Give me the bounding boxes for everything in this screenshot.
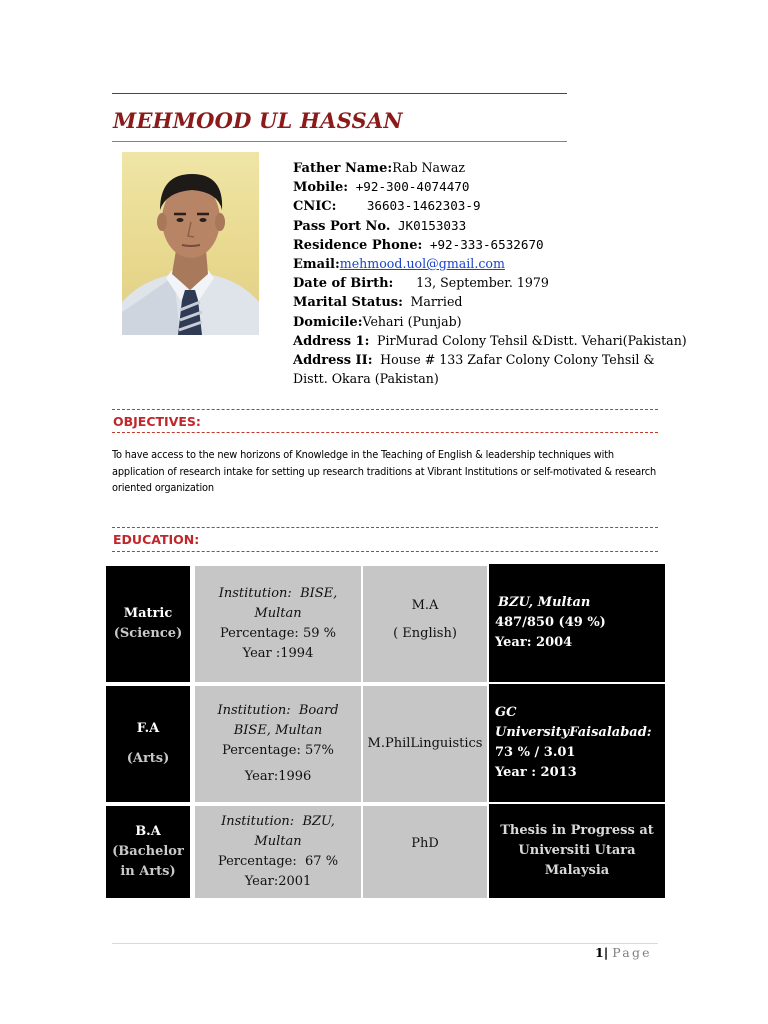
objectives-top-divider <box>112 409 658 410</box>
edu-institution-cell <box>195 686 361 802</box>
edu-degree2: M.A <box>411 598 439 613</box>
cnic-label: CNIC: <box>293 199 337 215</box>
personal-info <box>293 159 713 388</box>
edu-result-inst: BZU, Multan <box>498 595 591 610</box>
edu-inst-label: Institution: <box>221 814 295 829</box>
edu-pct-label: Percentage: <box>220 626 299 641</box>
edu-inst-city: Multan <box>254 834 302 849</box>
edu-result-inst: GC <box>495 705 517 720</box>
edu-result-marks: 487/850 (49 %) <box>495 615 606 630</box>
edu-year: Year:2001 <box>244 874 312 889</box>
cnic-row <box>293 197 713 216</box>
edu-pct-value: 57% <box>305 743 334 758</box>
edu-degree: F.A <box>136 721 160 736</box>
dob-value: 13, September. 1979 <box>416 275 549 291</box>
objectives-heading: OBJECTIVES: <box>113 414 201 429</box>
edu-result-cell <box>489 564 665 682</box>
header-bottom-rule <box>112 141 567 142</box>
edu-degree: Matric <box>123 606 173 621</box>
edu-inst-name: Board <box>298 703 339 718</box>
marital-value: Married <box>410 294 463 310</box>
edu-field: in Arts) <box>120 864 176 879</box>
candidate-name: MEHMOOD UL HASSAN <box>113 108 403 133</box>
edu-degree-cell <box>106 806 190 898</box>
edu-result-marks: 73 % / 3.01 <box>495 745 576 760</box>
address1-value: PirMurad Colony Tehsil &Distt. Vehari(Pakistan) <box>377 332 687 348</box>
edu-field2: ( English) <box>393 626 457 641</box>
mobile-value: +92-300-4074470 <box>355 179 470 195</box>
edu-inst-label: Institution: <box>218 586 292 601</box>
objectives-bottom-divider <box>112 432 658 433</box>
edu-pct-value: 59 % <box>302 626 336 641</box>
edu-pct-label: Percentage: <box>222 743 301 758</box>
edu-year: Year :1994 <box>242 646 314 661</box>
edu-field: (Arts) <box>126 751 170 766</box>
marital-label: Marital Status: <box>293 295 403 311</box>
page-label: Page <box>612 945 652 960</box>
edu-degree-cell <box>106 566 190 682</box>
address2-value: House # 133 Zafar Colony Colony Tehsil & Distt. Okara (Pakistan) <box>293 352 655 387</box>
edu-degree2-cell <box>363 686 487 802</box>
edu-degree2-cell <box>363 806 487 898</box>
marital-row <box>293 293 713 312</box>
father-name-value: Rab Nawaz <box>392 160 465 175</box>
email-label: Email: <box>293 257 340 273</box>
edu-institution-cell <box>195 806 361 898</box>
mobile-label: Mobile: <box>293 180 349 196</box>
email-row <box>293 255 713 274</box>
edu-degree: B.A <box>135 824 161 839</box>
residence-phone-row <box>293 236 713 255</box>
edu-result-line: Thesis in Progress at <box>500 823 654 838</box>
edu-field: (Science) <box>113 626 183 641</box>
footer-rule <box>112 943 658 944</box>
edu-field: (Bachelor <box>112 844 184 859</box>
address2-label: Address II: <box>293 353 373 369</box>
page-number-separator: | <box>603 945 609 960</box>
edu-result-cell <box>489 804 665 898</box>
dob-row <box>293 274 713 293</box>
edu-inst-label: Institution: <box>217 703 291 718</box>
edu-inst-name: BZU, <box>302 814 335 829</box>
page-number-value: 1 <box>595 945 604 960</box>
edu-degree-cell <box>106 686 190 802</box>
passport-row <box>293 217 713 236</box>
dob-label: Date of Birth: <box>293 276 394 292</box>
mobile-row <box>293 178 713 197</box>
education-table <box>106 564 665 898</box>
profile-photo <box>122 152 259 335</box>
residence-phone-label: Residence Phone: <box>293 237 423 253</box>
edu-result-line: Universiti Utara <box>518 843 636 858</box>
edu-result-inst: UniversityFaisalabad: <box>495 725 652 740</box>
address1-row <box>293 332 713 351</box>
father-name-row <box>293 159 713 178</box>
objectives-text: To have access to the new horizons of Knowledge in the Teaching of English & leadership techniques with application of research intake for setting up research traditions at Vibrant Institutions or self-motivated & research oriented organization <box>112 448 657 494</box>
header-top-rule <box>112 93 567 94</box>
edu-result-year: Year : 2013 <box>495 765 577 780</box>
page-number <box>595 945 652 960</box>
edu-institution-cell <box>195 566 361 682</box>
cnic-value: 36603-1462303-9 <box>366 198 481 214</box>
edu-year: Year:1996 <box>244 769 312 784</box>
domicile-value: Vehari (Punjab) <box>362 313 462 329</box>
education-heading: EDUCATION: <box>113 532 200 547</box>
edu-degree2: M.PhilLinguistics <box>367 736 483 751</box>
edu-degree2-cell <box>363 566 487 682</box>
edu-inst-city: BISE, Multan <box>233 723 323 738</box>
address1-label: Address 1: <box>293 333 370 349</box>
passport-value: JK0153033 <box>397 217 467 233</box>
edu-pct-value: 67 % <box>305 854 339 869</box>
edu-result-year: Year: 2004 <box>495 635 573 650</box>
address2-row <box>293 351 688 388</box>
education-top-divider <box>112 527 658 528</box>
passport-label: Pass Port No. <box>293 218 391 234</box>
residence-phone-value: +92-333-6532670 <box>429 236 544 252</box>
edu-inst-city: Multan <box>254 606 302 621</box>
edu-inst-name: BISE, <box>300 586 338 601</box>
edu-degree2: PhD <box>411 836 439 851</box>
domicile-label: Domicile: <box>293 314 363 330</box>
education-bottom-divider <box>112 551 658 552</box>
edu-pct-label: Percentage: <box>217 854 297 869</box>
domicile-row <box>293 313 713 332</box>
edu-result-line: Malaysia <box>544 863 610 878</box>
father-name-label: Father Name: <box>293 161 393 176</box>
email-link[interactable]: mehmood.uol@gmail.com <box>339 256 505 272</box>
edu-result-cell <box>489 684 665 802</box>
